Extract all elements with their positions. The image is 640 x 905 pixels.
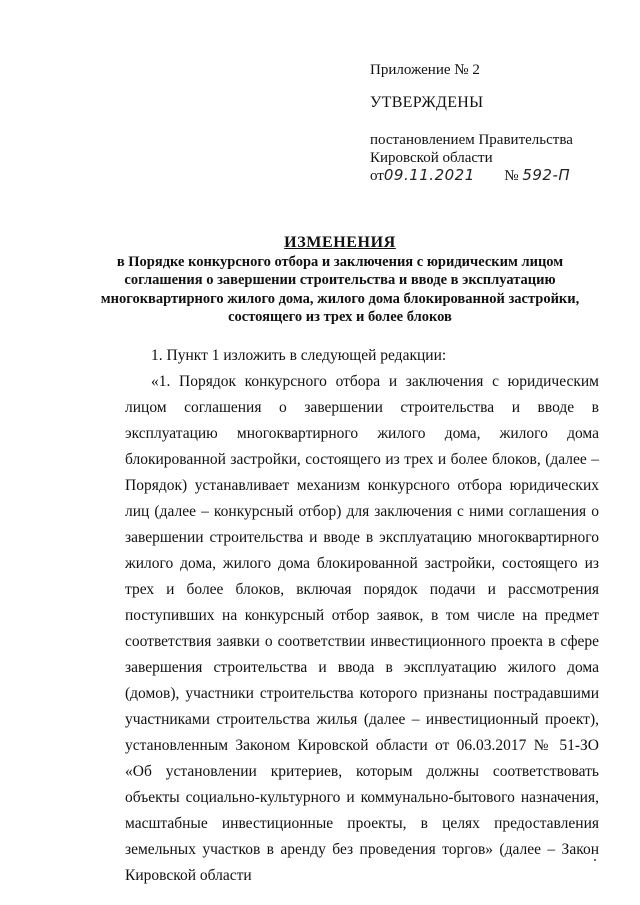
scan-speck [594, 859, 596, 861]
heading-title: ИЗМЕНЕНИЯ [284, 234, 396, 251]
heading-subtitle-line-3: многоквартирного жилого дома, жилого дома блокированной застройки, [100, 290, 580, 307]
heading-subtitle-line-4: состоящего из трех и более блоков [228, 308, 452, 325]
approved-label: УТВЕРЖДЕНЫ [370, 94, 484, 111]
appendix-label: Приложение № 2 [370, 62, 480, 78]
document-heading [90, 233, 590, 326]
approval-line-1: постановлением Правительства [370, 132, 573, 148]
heading-subtitle-line-1: в Порядке конкурсного отбора и заключения с юридическим лицом [116, 254, 564, 270]
handwritten-number: 592-П [522, 166, 571, 184]
approval-line-2: Кировской области [370, 150, 493, 166]
number-label: № [504, 168, 519, 184]
approval-date-line [370, 166, 570, 185]
heading-subtitle-line-2: соглашения о завершении строительства и вводе в эксплуатацию [124, 272, 556, 289]
body-text [125, 343, 599, 889]
from-label: от [370, 168, 384, 184]
paragraph-1: 1. Пункт 1 изложить в следующей редакции: [151, 347, 447, 364]
paragraph-2: «1. Порядок конкурсного отбора и заключения с юридическим лицом соглашения о завершении строительства и вводе в эксплуатацию многоквартирного жилого дома, жилого дома блокированной застройки, состоящего из трех и более блоков, (далее – Порядок) устанавливает механизм конкурсного отбора юридических лиц (далее – конкурсный отбор) для заключения с ними соглашения о завершении строительства и вводе в эксплуатацию многоквартирного жилого дома, жилого дома блокированной застройки, состоящего из трех и более блоков, включая порядок подачи и рассмотрения поступивших на конкурсный отбор заявок, в том числе на предмет соответствия заявки о соответствии инвестиционного проекта в сфере завершения строительства и ввода в эксплуатацию жилого дома (домов), участники строительства которого признаны пострадавшими участниками строительства жилья (далее – инвестиционный проект), установленным Законом Кировской области от 06.03.2017 № 51-ЗО «Об установлении критериев, которым должны соответствовать объекты социально-культурного и коммунально-бытового назначения, масштабные инвестиционные проекты, в целях предоставления земельных участков в аренду без проведения торгов» (далее – Закон Кировской области [125, 373, 599, 884]
handwritten-date: 09.11.2021 [383, 166, 475, 184]
